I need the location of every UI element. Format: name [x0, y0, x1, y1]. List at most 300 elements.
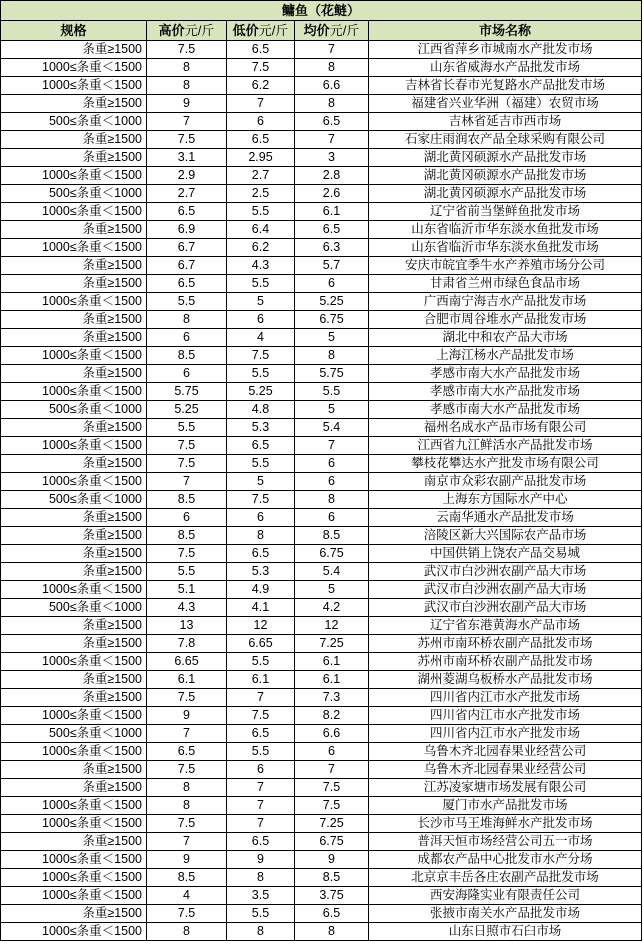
table-row: [1, 797, 642, 815]
spec-cell: 条重≥1500: [1, 419, 147, 437]
low-price-cell: 6.2: [227, 77, 295, 95]
spec-cell: 1000≤条重＜1500: [1, 59, 147, 77]
avg-price-cell: 5.25: [295, 293, 369, 311]
table-row: [1, 923, 642, 941]
market-name-cell: 孝感市南大水产品批发市场: [369, 383, 642, 401]
low-price-cell: 6.5: [227, 131, 295, 149]
table-row: [1, 203, 642, 221]
market-name-cell: 湖北黄冈硕源水产品批发市场: [369, 149, 642, 167]
low-price-cell: 5.5: [227, 275, 295, 293]
header-low-label: 低价: [232, 23, 259, 38]
table-row: [1, 221, 642, 239]
table-row: [1, 257, 642, 275]
high-price-cell: 8: [147, 797, 227, 815]
header-avg: [295, 21, 369, 41]
low-price-cell: 5.25: [227, 383, 295, 401]
avg-price-cell: 8.5: [295, 869, 369, 887]
header-market: 市场名称: [369, 21, 642, 41]
market-name-cell: 孝感市南大水产品批发市场: [369, 365, 642, 383]
spec-cell: 500≤条重＜1000: [1, 491, 147, 509]
market-name-cell: 广西南宁海吉水产品批发市场: [369, 293, 642, 311]
low-price-cell: 4.9: [227, 581, 295, 599]
market-name-cell: 普洱天恒市场经营公司五一市场: [369, 833, 642, 851]
avg-price-cell: 6.75: [295, 545, 369, 563]
high-price-cell: 6.7: [147, 257, 227, 275]
market-name-cell: 江西省萍乡市城南水产批发市场: [369, 41, 642, 59]
low-price-cell: 6.5: [227, 833, 295, 851]
spec-cell: 条重≥1500: [1, 221, 147, 239]
low-price-cell: 6.65: [227, 635, 295, 653]
spec-cell: 条重≥1500: [1, 149, 147, 167]
table-row: [1, 41, 642, 59]
market-name-cell: 江苏凌家塘市场发展有限公司: [369, 779, 642, 797]
high-price-cell: 6.9: [147, 221, 227, 239]
high-price-cell: 6: [147, 365, 227, 383]
market-name-cell: 湖北中和农产品大市场: [369, 329, 642, 347]
market-name-cell: 山东省临沂市华东淡水鱼批发市场: [369, 221, 642, 239]
market-name-cell: 中国供销上饶农产品交易城: [369, 545, 642, 563]
low-price-cell: 4.8: [227, 401, 295, 419]
spec-cell: 条重≥1500: [1, 509, 147, 527]
table-row: [1, 653, 642, 671]
spec-cell: 条重≥1500: [1, 257, 147, 275]
avg-price-cell: 5: [295, 329, 369, 347]
spec-cell: 条重≥1500: [1, 329, 147, 347]
spec-cell: 500≤条重＜1000: [1, 113, 147, 131]
avg-price-cell: 4.2: [295, 599, 369, 617]
market-name-cell: 南京市众彩农副产品批发市场: [369, 473, 642, 491]
high-price-cell: 6.5: [147, 275, 227, 293]
avg-price-cell: 7: [295, 761, 369, 779]
low-price-cell: 12: [227, 617, 295, 635]
table-row: [1, 689, 642, 707]
market-name-cell: 张掖市南关水产品批发市场: [369, 905, 642, 923]
spec-cell: 1000≤条重＜1500: [1, 581, 147, 599]
low-price-cell: 7: [227, 689, 295, 707]
avg-price-cell: 2.8: [295, 167, 369, 185]
market-name-cell: 山东省临沂市华东淡水鱼批发市场: [369, 239, 642, 257]
market-name-cell: 福建省兴业华洲（福建）农贸市场: [369, 95, 642, 113]
low-price-cell: 5: [227, 293, 295, 311]
table-row: [1, 743, 642, 761]
low-price-cell: 5: [227, 473, 295, 491]
table-row: [1, 761, 642, 779]
low-price-cell: 2.7: [227, 167, 295, 185]
table-row: [1, 707, 642, 725]
high-price-cell: 9: [147, 851, 227, 869]
header-row: [1, 21, 642, 41]
avg-price-cell: 5.5: [295, 383, 369, 401]
low-price-cell: 6.5: [227, 725, 295, 743]
spec-cell: 1000≤条重＜1500: [1, 293, 147, 311]
spec-cell: 1000≤条重＜1500: [1, 347, 147, 365]
title-row: [1, 1, 642, 21]
market-name-cell: 山东日照市石臼市场: [369, 923, 642, 941]
table-row: [1, 491, 642, 509]
high-price-cell: 5.1: [147, 581, 227, 599]
low-price-cell: 7: [227, 95, 295, 113]
high-price-cell: 8.5: [147, 347, 227, 365]
table-row: [1, 311, 642, 329]
table-row: [1, 113, 642, 131]
table-row: [1, 545, 642, 563]
low-price-cell: 4.3: [227, 257, 295, 275]
spec-cell: 500≤条重＜1000: [1, 401, 147, 419]
table-row: [1, 563, 642, 581]
market-name-cell: 吉林省长春市光复路水产品批发市场: [369, 77, 642, 95]
avg-price-cell: 6.6: [295, 725, 369, 743]
market-name-cell: 武汉市白沙洲农副产品大市场: [369, 599, 642, 617]
avg-price-cell: 8: [295, 347, 369, 365]
low-price-cell: 6.5: [227, 545, 295, 563]
spec-cell: 1000≤条重＜1500: [1, 203, 147, 221]
avg-price-cell: 6.1: [295, 671, 369, 689]
market-name-cell: 辽宁省前当堡鲜鱼批发市场: [369, 203, 642, 221]
spec-cell: 条重≥1500: [1, 761, 147, 779]
avg-price-cell: 8: [295, 491, 369, 509]
high-price-cell: 9: [147, 95, 227, 113]
low-price-cell: 5.5: [227, 365, 295, 383]
table-row: [1, 815, 642, 833]
market-name-cell: 四川省内江市水产批发市场: [369, 725, 642, 743]
market-name-cell: 乌鲁木齐北园春果业经营公司: [369, 761, 642, 779]
high-price-cell: 7.8: [147, 635, 227, 653]
low-price-cell: 7.5: [227, 491, 295, 509]
high-price-cell: 7: [147, 725, 227, 743]
avg-price-cell: 7.3: [295, 689, 369, 707]
spec-cell: 1000≤条重＜1500: [1, 653, 147, 671]
high-price-cell: 8.5: [147, 491, 227, 509]
market-name-cell: 湖州菱湖乌板桥水产品批发市场: [369, 671, 642, 689]
low-price-cell: 9: [227, 851, 295, 869]
market-name-cell: 武汉市白沙洲农副产品大市场: [369, 581, 642, 599]
table-row: [1, 383, 642, 401]
low-price-cell: 7.5: [227, 59, 295, 77]
spec-cell: 条重≥1500: [1, 275, 147, 293]
spec-cell: 条重≥1500: [1, 131, 147, 149]
low-price-cell: 5.5: [227, 653, 295, 671]
table-row: [1, 599, 642, 617]
spec-cell: 1000≤条重＜1500: [1, 869, 147, 887]
table-row: [1, 833, 642, 851]
market-name-cell: 福州名成水产品市场有限公司: [369, 419, 642, 437]
low-price-cell: 2.5: [227, 185, 295, 203]
avg-price-cell: 6.5: [295, 113, 369, 131]
table-row: [1, 887, 642, 905]
table-row: [1, 671, 642, 689]
spec-cell: 500≤条重＜1000: [1, 599, 147, 617]
high-price-cell: 5.25: [147, 401, 227, 419]
market-name-cell: 石家庄雨润农产品全球采购有限公司: [369, 131, 642, 149]
avg-price-cell: 9: [295, 851, 369, 869]
avg-price-cell: 5.4: [295, 563, 369, 581]
spec-cell: 条重≥1500: [1, 617, 147, 635]
spec-cell: 条重≥1500: [1, 311, 147, 329]
market-name-cell: 甘肃省兰州市绿色食品市场: [369, 275, 642, 293]
avg-price-cell: 8: [295, 95, 369, 113]
spec-cell: 条重≥1500: [1, 905, 147, 923]
spec-cell: 500≤条重＜1000: [1, 725, 147, 743]
table-row: [1, 185, 642, 203]
low-price-cell: 7.5: [227, 347, 295, 365]
high-price-cell: 8: [147, 779, 227, 797]
table-row: [1, 617, 642, 635]
spec-cell: 条重≥1500: [1, 689, 147, 707]
low-price-cell: 6.5: [227, 41, 295, 59]
low-price-cell: 2.95: [227, 149, 295, 167]
spec-cell: 条重≥1500: [1, 833, 147, 851]
table-row: [1, 419, 642, 437]
spec-cell: 1000≤条重＜1500: [1, 707, 147, 725]
market-name-cell: 乌鲁木齐北园春果业经营公司: [369, 743, 642, 761]
low-price-cell: 6.5: [227, 437, 295, 455]
table-row: [1, 131, 642, 149]
spec-cell: 条重≥1500: [1, 671, 147, 689]
avg-price-cell: 2.6: [295, 185, 369, 203]
low-price-cell: 6.1: [227, 671, 295, 689]
high-price-cell: 7.5: [147, 905, 227, 923]
table-row: [1, 329, 642, 347]
avg-price-cell: 5.4: [295, 419, 369, 437]
low-price-cell: 4: [227, 329, 295, 347]
table-row: [1, 509, 642, 527]
avg-price-cell: 8.2: [295, 707, 369, 725]
high-price-cell: 7: [147, 113, 227, 131]
header-avg-unit: 元/斤: [329, 23, 360, 38]
spec-cell: 条重≥1500: [1, 365, 147, 383]
avg-price-cell: 3: [295, 149, 369, 167]
low-price-cell: 7.5: [227, 707, 295, 725]
low-price-cell: 6.4: [227, 221, 295, 239]
table-row: [1, 239, 642, 257]
high-price-cell: 8: [147, 77, 227, 95]
low-price-cell: 4.1: [227, 599, 295, 617]
high-price-cell: 7.5: [147, 545, 227, 563]
table-title: 鳙鱼（花鲢）: [1, 1, 642, 21]
table-row: [1, 59, 642, 77]
header-high-unit: 元/斤: [184, 23, 215, 38]
market-name-cell: 云南华通水产品批发市场: [369, 509, 642, 527]
avg-price-cell: 5: [295, 581, 369, 599]
avg-price-cell: 3.75: [295, 887, 369, 905]
avg-price-cell: 6: [295, 473, 369, 491]
low-price-cell: 8: [227, 923, 295, 941]
table-row: [1, 365, 642, 383]
spec-cell: 条重≥1500: [1, 455, 147, 473]
high-price-cell: 9: [147, 707, 227, 725]
high-price-cell: 3.1: [147, 149, 227, 167]
spec-cell: 1000≤条重＜1500: [1, 923, 147, 941]
table-row: [1, 95, 642, 113]
market-name-cell: 长沙市马王堆海鲜水产批发市场: [369, 815, 642, 833]
low-price-cell: 3.5: [227, 887, 295, 905]
market-name-cell: 辽宁省东港黄海水产品市场: [369, 617, 642, 635]
avg-price-cell: 5.75: [295, 365, 369, 383]
table-row: [1, 347, 642, 365]
table-row: [1, 437, 642, 455]
avg-price-cell: 6.1: [295, 203, 369, 221]
table-row: [1, 149, 642, 167]
avg-price-cell: 6.3: [295, 239, 369, 257]
table-row: [1, 779, 642, 797]
table-row: [1, 473, 642, 491]
low-price-cell: 8: [227, 527, 295, 545]
market-name-cell: 上海东方国际水产中心: [369, 491, 642, 509]
avg-price-cell: 6: [295, 455, 369, 473]
market-name-cell: 西安海隆实业有限责任公司: [369, 887, 642, 905]
high-price-cell: 2.7: [147, 185, 227, 203]
low-price-cell: 6: [227, 509, 295, 527]
table-row: [1, 455, 642, 473]
avg-price-cell: 7.25: [295, 815, 369, 833]
high-price-cell: 6.5: [147, 203, 227, 221]
market-name-cell: 湖北黄冈硕源水产品批发市场: [369, 185, 642, 203]
spec-cell: 1000≤条重＜1500: [1, 239, 147, 257]
market-name-cell: 安庆市皖宜季牛水产养殖市场分公司: [369, 257, 642, 275]
high-price-cell: 6: [147, 329, 227, 347]
market-name-cell: 苏州市南环桥农副产品批发市场: [369, 635, 642, 653]
avg-price-cell: 7.25: [295, 635, 369, 653]
avg-price-cell: 5: [295, 401, 369, 419]
avg-price-cell: 6.5: [295, 905, 369, 923]
high-price-cell: 8: [147, 923, 227, 941]
market-name-cell: 山东省威海水产品批发市场: [369, 59, 642, 77]
low-price-cell: 5.5: [227, 455, 295, 473]
high-price-cell: 7.5: [147, 131, 227, 149]
market-name-cell: 武汉市白沙洲农副产品大市场: [369, 563, 642, 581]
avg-price-cell: 6.75: [295, 833, 369, 851]
high-price-cell: 8.5: [147, 527, 227, 545]
market-name-cell: 四川省内江市水产批发市场: [369, 689, 642, 707]
spec-cell: 500≤条重＜1000: [1, 185, 147, 203]
high-price-cell: 6.1: [147, 671, 227, 689]
avg-price-cell: 7: [295, 437, 369, 455]
spec-cell: 条重≥1500: [1, 545, 147, 563]
header-high-label: 高价: [158, 23, 185, 38]
low-price-cell: 5.5: [227, 905, 295, 923]
low-price-cell: 5.3: [227, 419, 295, 437]
high-price-cell: 4: [147, 887, 227, 905]
high-price-cell: 8: [147, 59, 227, 77]
spec-cell: 1000≤条重＜1500: [1, 851, 147, 869]
high-price-cell: 8.5: [147, 869, 227, 887]
avg-price-cell: 7: [295, 41, 369, 59]
high-price-cell: 5.5: [147, 293, 227, 311]
market-name-cell: 上海江杨水产品批发市场: [369, 347, 642, 365]
table-row: [1, 905, 642, 923]
header-avg-label: 均价: [303, 23, 330, 38]
spec-cell: 条重≥1500: [1, 95, 147, 113]
high-price-cell: 7.5: [147, 689, 227, 707]
table-row: [1, 635, 642, 653]
market-name-cell: 江西省九江鲜活水产品批发市场: [369, 437, 642, 455]
avg-price-cell: 6.6: [295, 77, 369, 95]
table-row: [1, 851, 642, 869]
market-name-cell: 涪陵区新大兴国际农产品市场: [369, 527, 642, 545]
avg-price-cell: 7: [295, 131, 369, 149]
market-name-cell: 厦门市水产品批发市场: [369, 797, 642, 815]
market-name-cell: 孝感市南大水产品批发市场: [369, 401, 642, 419]
table-row: [1, 275, 642, 293]
high-price-cell: 5.5: [147, 563, 227, 581]
high-price-cell: 7.5: [147, 815, 227, 833]
spec-cell: 条重≥1500: [1, 41, 147, 59]
avg-price-cell: 5.7: [295, 257, 369, 275]
table-row: [1, 869, 642, 887]
market-name-cell: 湖北黄冈硕源水产品批发市场: [369, 167, 642, 185]
high-price-cell: 8: [147, 311, 227, 329]
avg-price-cell: 8.5: [295, 527, 369, 545]
high-price-cell: 2.9: [147, 167, 227, 185]
avg-price-cell: 6: [295, 509, 369, 527]
high-price-cell: 4.3: [147, 599, 227, 617]
table-row: [1, 581, 642, 599]
avg-price-cell: 7.5: [295, 797, 369, 815]
table-row: [1, 725, 642, 743]
table-row: [1, 77, 642, 95]
spec-cell: 1000≤条重＜1500: [1, 797, 147, 815]
low-price-cell: 5.5: [227, 203, 295, 221]
avg-price-cell: 6.75: [295, 311, 369, 329]
market-name-cell: 四川省内江市水产批发市场: [369, 707, 642, 725]
header-low-unit: 元/斤: [258, 23, 289, 38]
market-name-cell: 北京京丰岳各庄农副产品批发市场: [369, 869, 642, 887]
low-price-cell: 5.3: [227, 563, 295, 581]
header-high: [147, 21, 227, 41]
avg-price-cell: 6: [295, 743, 369, 761]
market-name-cell: 苏州市南环桥农副产品批发市场: [369, 653, 642, 671]
high-price-cell: 6: [147, 509, 227, 527]
spec-cell: 1000≤条重＜1500: [1, 743, 147, 761]
avg-price-cell: 6: [295, 275, 369, 293]
table-body: [1, 41, 642, 941]
market-name-cell: 合肥市周谷堆水产品批发市场: [369, 311, 642, 329]
low-price-cell: 6: [227, 311, 295, 329]
low-price-cell: 7: [227, 815, 295, 833]
low-price-cell: 6: [227, 761, 295, 779]
low-price-cell: 8: [227, 869, 295, 887]
spec-cell: 条重≥1500: [1, 563, 147, 581]
low-price-cell: 6.2: [227, 239, 295, 257]
avg-price-cell: 8: [295, 923, 369, 941]
table-row: [1, 527, 642, 545]
low-price-cell: 7: [227, 797, 295, 815]
high-price-cell: 7.5: [147, 761, 227, 779]
spec-cell: 1000≤条重＜1500: [1, 887, 147, 905]
spec-cell: 1000≤条重＜1500: [1, 167, 147, 185]
low-price-cell: 7: [227, 779, 295, 797]
spec-cell: 1000≤条重＜1500: [1, 437, 147, 455]
high-price-cell: 7.5: [147, 455, 227, 473]
avg-price-cell: 8: [295, 59, 369, 77]
spec-cell: 条重≥1500: [1, 527, 147, 545]
spec-cell: 1000≤条重＜1500: [1, 383, 147, 401]
table-row: [1, 401, 642, 419]
high-price-cell: 5.75: [147, 383, 227, 401]
low-price-cell: 6: [227, 113, 295, 131]
high-price-cell: 6.7: [147, 239, 227, 257]
market-name-cell: 吉林省延吉市西市场: [369, 113, 642, 131]
high-price-cell: 7: [147, 833, 227, 851]
avg-price-cell: 6.1: [295, 653, 369, 671]
spec-cell: 条重≥1500: [1, 779, 147, 797]
header-spec: 规格: [1, 21, 147, 41]
spec-cell: 1000≤条重＜1500: [1, 77, 147, 95]
spec-cell: 1000≤条重＜1500: [1, 473, 147, 491]
low-price-cell: 5.5: [227, 743, 295, 761]
high-price-cell: 7: [147, 473, 227, 491]
table-row: [1, 167, 642, 185]
